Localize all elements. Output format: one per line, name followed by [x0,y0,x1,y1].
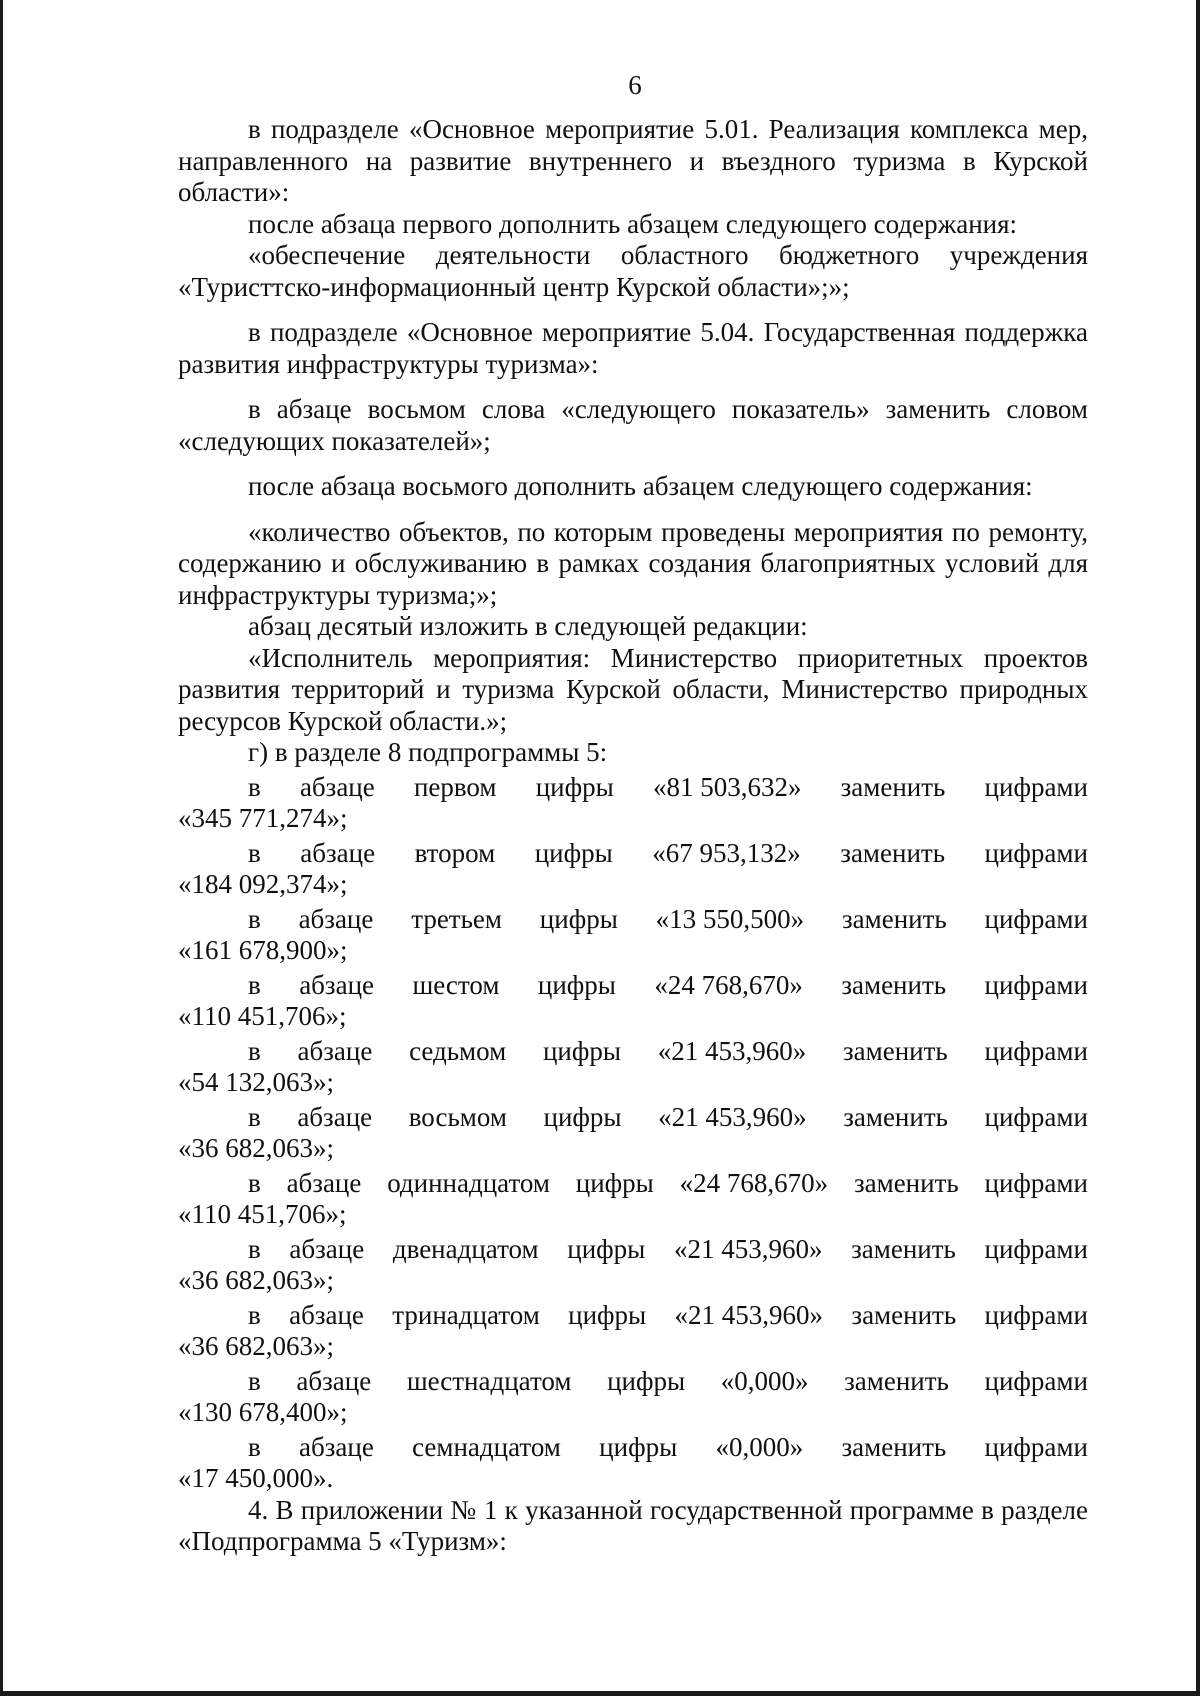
paragraph-subsection-5-04: в подразделе «Основное мероприятие 5.04. Государственная поддержка развития инфраструктуры туризма»: [178,317,1088,379]
replacement-verb: заменить [851,1299,957,1330]
replacement-new-value: «110 451,706»; [178,1001,347,1031]
replacement-line [178,970,1088,1002]
replacement-verb: заменить [841,969,947,1000]
replacement-line [178,772,1088,804]
replacement-digits: цифры [575,1167,654,1198]
replacement-word: абзаце [299,969,375,1000]
replacement-digits: цифры [568,1299,647,1330]
replacement-in: в [248,1365,261,1396]
replacement-item [178,1366,1088,1429]
replacement-digits: цифры [534,837,613,868]
replacement-item [178,1102,1088,1165]
paragraph-subsection-5-01: в подразделе «Основное мероприятие 5.01. Реализация комплекса мер, направленного на развитие внутреннего и въездного туризма в Курской области»: [178,114,1088,207]
replacement-new-value: «110 451,706»; [178,1199,347,1229]
replacement-new-value: «36 682,063»; [178,1133,335,1163]
replacement-item [178,1168,1088,1231]
replacement-with: цифрами [984,1365,1088,1396]
replacement-in: в [248,837,261,868]
replacement-line [178,1300,1088,1332]
paragraph-quote-objects: «количество объектов, по которым проведены мероприятия по ремонту, содержанию и обслуживанию в рамках создания благоприятных условий для инфраструктуры туризма;»; [178,516,1088,610]
replacement-item [178,1432,1088,1495]
replacement-line [178,1102,1088,1134]
replacement-old: «21 453,960» [674,1299,824,1330]
replacement-old: «13 550,500» [655,903,805,934]
replacement-with: цифрами [984,1101,1088,1132]
replacement-with: цифрами [984,1431,1088,1462]
paragraph-after-eighth: после абзаца восьмого дополнить абзацем следующего содержания: [248,471,1033,501]
replacement-item [178,1234,1088,1297]
replacement-verb: заменить [840,837,946,868]
replacement-word: абзаце [298,903,374,934]
replacement-with: цифрами [984,771,1088,802]
replacement-with: цифрами [984,903,1088,934]
replacement-digits: цифры [535,771,614,802]
replacement-item [178,1036,1088,1099]
replacement-in: в [248,1431,261,1462]
page-number: 6 [628,70,642,100]
replacement-item [178,772,1088,835]
replacement-item [178,1300,1088,1363]
replacement-list [178,772,1088,1495]
replacement-ordinal: седьмом [409,1035,507,1066]
replacement-ordinal: шестнадцатом [406,1365,572,1396]
replacement-digits: цифры [567,1233,646,1264]
scan-edge-right [1196,0,1200,1696]
replacement-new-value: «17 450,000». [178,1463,334,1493]
replacement-line [178,1432,1088,1464]
replacement-line [178,838,1088,870]
replacement-in: в [248,1101,261,1132]
paragraph-after-first: после абзаца первого дополнить абзацем следующего содержания: [248,208,1018,239]
replacement-word: абзаце [297,1101,373,1132]
replacement-in: в [248,1299,261,1330]
scan-edge-left [0,0,3,1696]
replacement-digits: цифры [539,903,618,934]
replacement-in: в [248,1233,261,1264]
replacement-with: цифрами [984,1167,1088,1198]
replacement-ordinal: одиннадцатом [387,1167,550,1198]
replacement-verb: заменить [843,1101,948,1132]
replacement-digits: цифры [537,969,616,1000]
replacement-word: абзаце [300,837,376,868]
replacement-ordinal: шестом [412,969,500,1000]
paragraph-quote-center: «обеспечение деятельности областного бюджетного учреждения «Туристтско-информационный центр Курской области»;»; [178,240,1088,302]
replacement-new-value: «36 682,063»; [178,1265,335,1295]
replacement-in: в [248,903,261,934]
replacement-word: абзаце [297,1035,373,1066]
replacement-old: «21 453,960» [658,1101,807,1132]
replacement-digits: цифры [599,1431,678,1462]
replacement-word: абзаце [289,1299,364,1330]
replacement-new-value: «345 771,274»; [178,803,348,833]
replacement-new-value: «36 682,063»; [178,1331,335,1361]
replacement-old: «0,000» [715,1431,804,1462]
paragraph-section-8: г) в разделе 8 подпрограммы 5: [248,737,608,767]
replacement-with: цифрами [984,1299,1088,1330]
replacement-new-value: «130 678,400»; [178,1397,348,1427]
replacement-old: «24 768,670» [654,969,803,1000]
paragraph-tenth-edit: абзац десятый изложить в следующей редакции: [248,611,808,641]
replacement-item [178,970,1088,1033]
replacement-line [178,1366,1088,1398]
replacement-new-value: «54 132,063»; [178,1067,335,1097]
replacement-with: цифрами [984,1233,1088,1264]
replacement-line [178,1036,1088,1068]
replacement-word: абзаце [299,1431,374,1462]
replacement-digits: цифры [607,1365,686,1396]
replacement-verb: заменить [844,1365,949,1396]
document-body [178,114,1088,1558]
replacement-ordinal: втором [414,837,496,868]
replacement-verb: заменить [843,1035,948,1066]
replacement-old: «81 503,632» [652,771,802,802]
replacement-word: абзаце [289,1233,365,1264]
replacement-in: в [248,771,261,802]
replacement-with: цифрами [984,837,1088,868]
replacement-in: в [248,1035,261,1066]
replacement-new-value: «161 678,900»; [178,935,348,965]
replacement-item [178,904,1088,967]
replacement-old: «21 453,960» [657,1035,807,1066]
replacement-ordinal: двенадцатом [392,1233,539,1264]
replacement-ordinal: тринадцатом [392,1299,540,1330]
replacement-verb: заменить [853,1167,959,1198]
replacement-line [178,1234,1088,1266]
replacement-with: цифрами [984,969,1088,1000]
replacement-ordinal: третьем [411,903,502,934]
replacement-in: в [248,1167,261,1198]
replacement-line [178,904,1088,936]
replacement-verb: заменить [841,903,947,934]
replacement-ordinal: семнадцатом [412,1431,561,1462]
paragraph-appendix-1: 4. В приложении № 1 к указанной государственной программе в разделе «Подпрограмма 5 «Туризм»: [178,1494,1088,1556]
paragraph-eighth-words: в абзаце восьмом слова «следующего показатель» заменить словом «следующих показателей»; [178,394,1088,456]
replacement-digits: цифры [542,1035,622,1066]
paragraph-quote-executor: «Исполнитель мероприятия: Министерство приоритетных проектов развития территорий и туризма Курской области, Министерство природных ресурсов Курской области.»; [178,642,1088,736]
scan-edge-bottom [0,1691,1200,1696]
replacement-new-value: «184 092,374»; [178,869,348,899]
replacement-old: «0,000» [720,1365,809,1396]
replacement-line [178,1168,1088,1200]
replacement-with: цифрами [984,1035,1088,1066]
replacement-digits: цифры [543,1101,622,1132]
replacement-old: «21 453,960» [673,1233,823,1264]
replacement-in: в [248,969,261,1000]
replacement-verb: заменить [841,1431,947,1462]
replacement-old: «67 953,132» [652,837,801,868]
replacement-ordinal: первом [413,771,497,802]
replacement-ordinal: восьмом [408,1101,507,1132]
replacement-verb: заменить [840,771,946,802]
replacement-item [178,838,1088,901]
replacement-old: «24 768,670» [679,1167,829,1198]
replacement-word: абзаце [296,1365,372,1396]
replacement-word: абзаце [286,1167,362,1198]
replacement-word: абзаце [299,771,375,802]
replacement-verb: заменить [851,1233,956,1264]
